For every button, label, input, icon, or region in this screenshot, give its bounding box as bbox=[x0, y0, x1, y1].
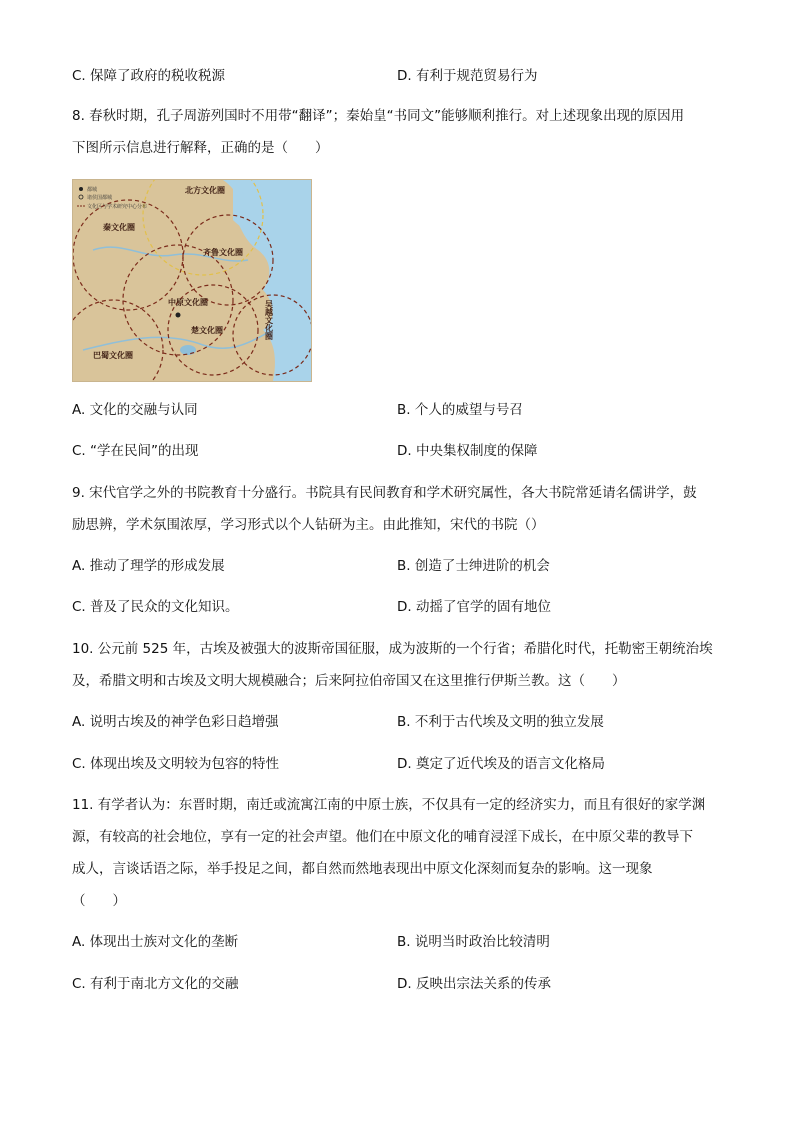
legend-item: 诸侯国都城 bbox=[87, 195, 113, 201]
q8-stem-line-2: 下图所示信息进行解释，正确的是（ ） bbox=[72, 140, 329, 156]
q9-stem-line-2: 励思辨，学术氛围浓厚，学习形式以个人钻研为主。由此推知，宋代的书院（） bbox=[72, 517, 545, 533]
q9-option-b: B. 创造了士绅进阶的机会 bbox=[397, 558, 550, 574]
q10-option-d: D. 奠定了近代埃及的语言文化格局 bbox=[397, 756, 605, 772]
label-chu: 楚文化圈 bbox=[191, 326, 223, 335]
q7-option-c: C. 保障了政府的税收税源 bbox=[72, 68, 226, 84]
q11-option-a: A. 体现出士族对文化的垄断 bbox=[72, 934, 239, 950]
q8-option-c: C. “学在民间”的出现 bbox=[72, 443, 199, 459]
label-qin: 秦文化圈 bbox=[103, 223, 135, 232]
q11-option-c: C. 有利于南北方文化的交融 bbox=[72, 976, 239, 992]
q8-stem-line-1: 8. 春秋时期，孔子周游列国时不用带“翻译”；秦始皇“书同文”能够顺利推行。对上述现象出现的原因用 bbox=[72, 108, 685, 124]
q9-option-a: A. 推动了理学的形成发展 bbox=[72, 558, 225, 574]
q10-stem-line-2: 及，希腊文明和古埃及文明大规模融合；后来阿拉伯帝国又在这里推行伊斯兰教。这（ ） bbox=[72, 673, 626, 689]
label-qilu: 齐鲁文化圈 bbox=[203, 248, 243, 257]
q11-stem-line-2: 源，有较高的社会地位，享有一定的社会声望。他们在中原文化的哺育浸淫下成长，在中原父辈的教导下 bbox=[72, 829, 693, 845]
q8-option-d: D. 中央集权制度的保障 bbox=[397, 443, 538, 459]
legend-capital-icon bbox=[79, 187, 83, 191]
q9-option-c: C. 普及了民众的文化知识。 bbox=[72, 599, 239, 615]
label-north: 北方文化圈 bbox=[185, 186, 225, 195]
q8-option-a: A. 文化的交融与认同 bbox=[72, 402, 198, 418]
map-svg bbox=[73, 180, 311, 381]
q10-option-b: B. 不利于古代埃及文明的独立发展 bbox=[397, 714, 604, 730]
label-wuyue: 吴越文化圈 bbox=[264, 300, 274, 340]
q11-option-d: D. 反映出宗法关系的传承 bbox=[397, 976, 551, 992]
legend-item: 都城 bbox=[87, 187, 98, 193]
q9-option-d: D. 动摇了官学的固有地位 bbox=[397, 599, 551, 615]
q11-stem-line-3: 成人，言谈话语之际，举手投足之间，都自然而然地表现出中原文化深刻而复杂的影响。这一现象 bbox=[72, 861, 653, 877]
q10-option-c: C. 体现出埃及文明较为包容的特性 bbox=[72, 756, 280, 772]
label-zhongyuan: 中原文化圈 bbox=[168, 298, 208, 307]
capital-marker bbox=[176, 313, 181, 318]
q11-stem-line-4: （ ） bbox=[72, 893, 126, 909]
q8-option-b: B. 个人的威望与号召 bbox=[397, 402, 523, 418]
culture-circle-map bbox=[72, 179, 312, 382]
q11-stem-line-1: 11. 有学者认为：东晋时期，南迁或流寓江南的中原士族，不仅具有一定的经济实力，而且有很好的家学渊 bbox=[72, 797, 706, 813]
q10-option-a: A. 说明古埃及的神学色彩日趋增强 bbox=[72, 714, 279, 730]
q10-stem-line-1: 10. 公元前 525 年，古埃及被强大的波斯帝国征服，成为波斯的一个行省；希腊化时代，托勒密王朝统治埃 bbox=[72, 641, 713, 657]
label-bashu: 巴蜀文化圈 bbox=[93, 351, 133, 360]
q9-stem-line-1: 9. 宋代官学之外的书院教育十分盛行。书院具有民间教育和学术研究属性，各大书院常延请名儒讲学，鼓 bbox=[72, 485, 697, 501]
map-lake bbox=[180, 345, 196, 355]
q11-option-b: B. 说明当时政治比较清明 bbox=[397, 934, 550, 950]
q7-option-d: D. 有利于规范贸易行为 bbox=[397, 68, 538, 84]
legend-item: 文化区与学术研究中心分布 bbox=[87, 204, 148, 210]
